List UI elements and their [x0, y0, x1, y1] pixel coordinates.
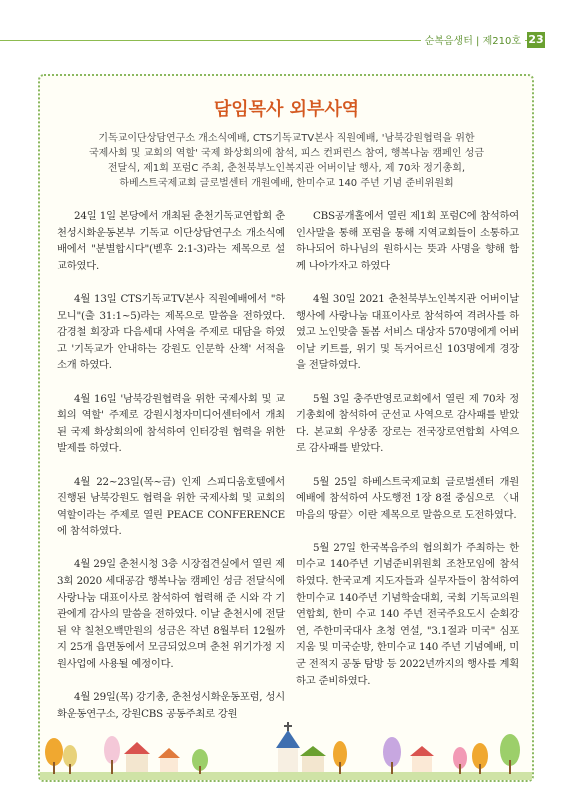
paragraph: 4월 30일 2021 춘천북부노인복지관 어버이날 행사에 사랑나눔 대표이사로 참석하여 격려사를 하였고 노인맞춤 돌봄 서비스 대상자 570명에게 어버이날 키트를, 위기 및 독거어르신 103명에게 경장을 전달하였다.: [296, 292, 519, 372]
right-column: [296, 208, 519, 706]
paragraph: 4월 29일(목) 강기총, 춘천성시화운동포럼, 성시화운동연구소, 강원CBS 공동주최로 강원: [57, 691, 285, 720]
house-icon: [126, 754, 148, 772]
church-icon: [278, 748, 298, 772]
article-title: 담임목사 외부사역: [213, 99, 360, 120]
summary-line: 하베스트국제교회 글로벌센터 개원예배, 한미수교 140 주년 기념 준비위원회: [119, 178, 454, 189]
summary-line: 전달식, 제1회 포럼C 주최, 춘천북부노인복지관 어버이날 행사, 제 70차 정기총회,: [107, 163, 466, 174]
ground-strip: [40, 772, 532, 780]
paragraph: 4월 29일 춘천시청 3층 시장접견실에서 열린 제3회 2020 세대공감 행복나눔 캠페인 성금 전달식에 사랑나눔 대표이사로 참석하여 협력해 준 시와 각 기관에게 감사의 말씀을 전하였다. 이날 춘천시에 전달된 약 칠천오백만원의 성금은 작년 8월부터 12월까지 25개 읍면동에서 모금되었으며 춘천 위기가정 지원사업에 사용될 예정이다.: [57, 558, 285, 671]
paragraph: 4월 22~23일(목~금) 인제 스피디움호텔에서 진행된 남북강원도 협력을 위한 국제사회 및 교회의 역할이라는 주제로 열린 PEACE CONFERENCE 에 참석하였다.: [57, 475, 285, 538]
paragraph: 5월 25일 하베스트국제교회 글로벌센터 개원예배에 참석하여 사도행전 1장 8절 중심으로 〈내마음의 땅끝〉이란 제목으로 말씀으로 도전하였다.: [296, 475, 519, 521]
article-summary: [60, 131, 513, 191]
tree-icon: [104, 736, 120, 764]
village-scenery-illustration: [40, 716, 532, 780]
paragraph: 4월 13일 CTS기독교TV본사 직원예배에서 "하모니"(출 31:1~5)라는 제목으로 말씀을 전하였다. 감경철 회장과 다음세대 사역을 주제로 대담을 하였고 '기독교가 안내하는 강원도 인문학 산책' 서적을 소개 하였다.: [57, 292, 285, 372]
paragraph: 5월 27일 한국복음주의 협의회가 주최하는 한미수교 140주년 기념준비위원회 조찬모임에 참석하였다. 한국교계 지도자들과 실무자들이 참석하여 한미수교 140주년 기념학술대회, 국회 기독교의원연합회, 한미 수교 140 주년 전국주요도시 순회강연, 주한미국대사 초청 연설, "3.1절과 미국" 심포지움 및 미국순방, 한미수교 140 주년 기념예배, 미군 전적지 공동 탐방 등 2022년까지의 행사를 계획하고 준비하였다.: [296, 541, 519, 687]
page-header: [0, 0, 573, 62]
tree-icon: [63, 745, 77, 767]
paragraph: CBS공개홀에서 열린 제1회 포럼C에 참석하여 인사말을 통해 포럼을 통해 지역교회들이 소통하고 하나되어 하나님의 원하시는 뜻과 사명을 향해 함께 나아가자고 하였다: [296, 210, 519, 272]
paragraph: 24일 1일 본당에서 개최된 춘천기독교연합회 춘천성시화운동본부 기독교 이단상담연구소 개소식예배에서 "분별합시다"(벧후 2:1-3)라는 제목으로 설교하였다.: [57, 210, 285, 272]
header-section-label: 순복음생터 | 제210호: [421, 32, 525, 47]
house-icon: [302, 756, 324, 772]
paragraph: 4월 16일 '남북강원협력을 위한 국제사회 및 교회의 역할' 주제로 강원시청자미디어센터에서 개최된 국제 화상회의에 참석하여 인터강원 협력을 위한 발제를 하였다.: [57, 392, 285, 455]
page-number-badge: 23: [528, 33, 544, 46]
summary-line: 국제사회 및 교회의 역할' 국제 화상회의에 참석, 피스 컨퍼런스 참여, 행복나눔 캠페인 성금: [88, 148, 484, 159]
summary-line: 기독교이단상담연구소 개소식예배, CTS기독교TV본사 직원예배, '남북강원협력을 위한: [98, 133, 475, 144]
tree-icon: [45, 738, 63, 766]
paragraph: 5월 3일 충주반영로교회에서 열린 제 70차 정기총회에 참석하여 군선교 사역으로 감사패를 받았다. 본교회 우상종 장로는 전국장로연합회 사역으로 감사패를 받았다.: [296, 392, 519, 455]
left-column: [57, 208, 285, 739]
house-icon: [160, 758, 178, 772]
house-icon: [412, 756, 432, 772]
